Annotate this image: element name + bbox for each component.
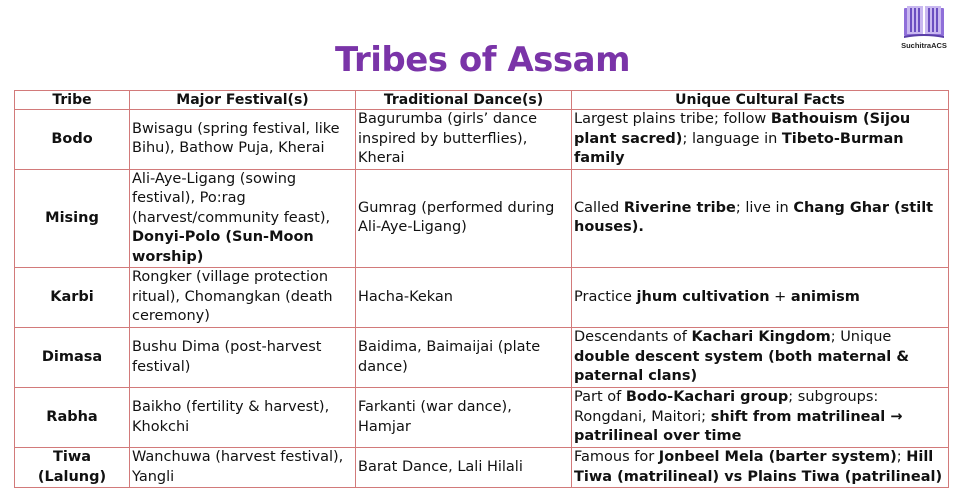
table-row <box>15 110 949 170</box>
tribe-name-cell: Dimasa <box>15 328 130 388</box>
tribes-table <box>14 90 949 488</box>
text-run: Bagurumba (girls’ dance inspired by butterflies), Kherai <box>358 111 538 166</box>
tribe-name-cell: Mising <box>15 169 130 268</box>
text-run: ; subgroups: Rongdani, Maitori; <box>574 389 879 425</box>
text-run: ; Unique <box>830 329 892 346</box>
bold-text: double descent system (both maternal & paternal clans) <box>574 348 909 385</box>
text-run: Hacha-Kekan <box>358 288 453 305</box>
table-row <box>15 169 949 268</box>
text-run: Bwisagu (spring festival, like Bihu), Bathow Puja, Kherai <box>132 120 340 157</box>
text-run: Famous for <box>574 449 659 465</box>
open-book-icon <box>902 4 946 40</box>
text-run: Baidima, Baimaijai (plate dance) <box>358 339 541 375</box>
text-run: ; live in <box>735 199 794 216</box>
festival-cell <box>130 448 356 488</box>
tribe-name-cell: Rabha <box>15 388 130 448</box>
text-run: Gumrag (performed during Ali-Aye-Ligang) <box>358 199 555 236</box>
facts-cell <box>572 328 949 388</box>
header-major-festivals: Major Festival(s) <box>130 91 356 110</box>
text-run: Called <box>574 199 624 216</box>
text-run: ; language in <box>682 130 782 147</box>
table-row <box>15 328 949 388</box>
bold-text: Bodo-Kachari group <box>625 389 789 406</box>
table-row <box>15 268 949 328</box>
dance-cell <box>356 169 572 268</box>
text-run: Wanchuwa (harvest festival), Yangli <box>132 449 344 485</box>
tribe-name-cell: Karbi <box>15 268 130 328</box>
festival-cell <box>130 110 356 170</box>
bold-text: Jonbeel Mela (barter system) <box>658 449 897 465</box>
table-row <box>15 388 949 448</box>
dance-cell <box>356 268 572 328</box>
facts-cell <box>572 388 949 448</box>
bold-text: Riverine tribe <box>623 199 736 216</box>
text-run: Ali-Aye-Ligang (sowing festival), Po:rag (harvest/community feast), <box>132 170 331 226</box>
dance-cell <box>356 388 572 448</box>
table-row <box>15 448 949 488</box>
facts-cell <box>572 268 949 328</box>
bold-text: animism <box>790 288 860 305</box>
text-run: Bushu Dima (post-harvest festival) <box>132 339 322 375</box>
dance-cell <box>356 110 572 170</box>
header-unique-cultural-facts: Unique Cultural Facts <box>572 91 949 110</box>
text-run: Rongker (village protection ritual), Chomangkan (death ceremony) <box>132 269 333 325</box>
facts-cell <box>572 110 949 170</box>
bold-text: Hill Tiwa (matrilineal) vs Plains Tiwa (patrilineal) <box>574 449 943 485</box>
facts-cell <box>572 448 949 488</box>
text-run: Practice <box>574 288 637 305</box>
bold-text: Tibeto-Burman family <box>574 130 904 166</box>
festival-cell <box>130 388 356 448</box>
text-run: Largest plains tribe; follow <box>574 111 771 127</box>
tribe-name-cell: Bodo <box>15 110 130 170</box>
text-run: Descendants of <box>574 329 692 346</box>
festival-cell <box>130 328 356 388</box>
page-title: Tribes of Assam <box>335 40 630 80</box>
bold-text: Bathouism (Sijou plant sacred) <box>574 111 911 147</box>
text-run: ; <box>896 449 907 465</box>
festival-cell <box>130 268 356 328</box>
tribe-name-cell: Tiwa (Lalung) <box>15 448 130 488</box>
bold-text: Chang Ghar (stilt houses). <box>574 199 934 236</box>
logo-text: SuchitraACS <box>901 41 947 50</box>
table-header-row <box>15 91 949 110</box>
dance-cell <box>356 328 572 388</box>
text-run: Barat Dance, Lali Hilali <box>358 458 523 475</box>
dance-cell <box>356 448 572 488</box>
text-run: Farkanti (war dance), Hamjar <box>358 399 512 435</box>
text-run: Part of <box>574 389 626 406</box>
bold-text: Kachari Kingdom <box>691 329 831 346</box>
facts-cell <box>572 169 949 268</box>
text-run: Baikho (fertility & harvest), Khokchi <box>132 399 330 435</box>
bold-text: shift from matrilineal → patrilineal over time <box>574 408 903 445</box>
header-traditional-dances: Traditional Dance(s) <box>356 91 572 110</box>
text-run: + <box>769 288 791 305</box>
festival-cell <box>130 169 356 268</box>
header-tribe: Tribe <box>15 91 130 110</box>
bold-text: Donyi-Polo (Sun-Moon worship) <box>132 229 314 265</box>
bold-text: jhum cultivation <box>636 288 770 305</box>
